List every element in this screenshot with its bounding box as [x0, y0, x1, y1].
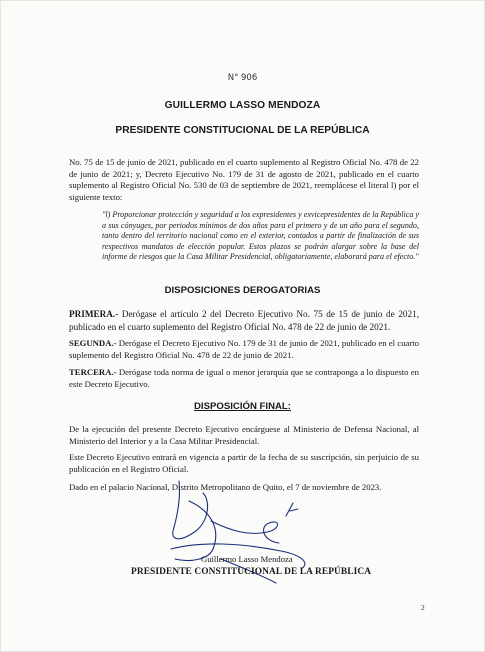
derogatory-first: [69, 308, 419, 333]
quoted-text: "l) Proporcionar protección y seguridad a los expresidentes y exvicepresidentes de la República y a sus cónyuges, por periodos mínimos de dos años para el primero y de un año para el segundo, tanto dentro del territorio nacional como en el exterior, contados a partir de finalización de sus respectivos mandatos de elección popular. Estos plazos se podrán alargar sobre la base del informe de riesgos que la Casa Militar Presidencial, obligatoriamente, elaborará para el efecto.": [102, 210, 419, 262]
final-paragraph-1: De la ejecución del presente Decreto Ejecutivo encárguese al Ministerio de Defensa Nacional, al Ministerio del Interior y a la Casa Militar Presidencial.: [69, 424, 419, 446]
decree-author: GUILLERMO LASSO MENDOZA: [164, 100, 321, 111]
derogatory-heading: DISPOSICIONES DEROGATORIAS: [164, 285, 321, 296]
final-heading: DISPOSICIÓN FINAL:: [193, 401, 291, 412]
derogatory-first-lead: PRIMERA.-: [69, 309, 119, 319]
derogatory-third-lead: TERCERA.-: [69, 367, 117, 377]
final-paragraph-2: Este Decreto Ejecutivo entrará en vigencia a partir de la fecha de su suscripción, sin perjuicio de su publicación en el Registro Oficial.: [69, 452, 419, 474]
derogatory-first-text: Derógase el artículo 2 del Decreto Ejecutivo No. 75 de 15 de junio de 2021, publicado en el cuarto suplemento del Registro Oficial No. 478 de 22 de junio de 2021.: [69, 309, 419, 332]
derogatory-third: [69, 367, 419, 390]
body-paragraph: No. 75 de 15 de junio de 2021, publicado en el cuarto suplemento al Registro Oficial No. 478 de 22 de junio de 2021; y, Decreto Ejecutivo No. 179 de 31 de agosto de 2021, publicado en el cuarto suplemento al Registro Oficial No. 530 de 03 de septiembre de 2021, reemplácese el literal l) por el siguiente texto:: [69, 157, 419, 202]
page-number: 2: [421, 603, 425, 612]
derogatory-third-text: Derógase toda norma de igual o menor jerarquía que se contraponga a lo dispuesto en este Decreto Ejecutivo.: [69, 367, 419, 389]
decree-office: PRESIDENTE CONSTITUCIONAL DE LA REPÚBLICA: [115, 125, 370, 136]
derogatory-second-lead: SEGUNDA.-: [69, 338, 117, 348]
derogatory-second-text: Derógase el Decreto Ejecutivo No. 179 de 31 de junio de 2021, publicado en el cuarto suplemento del Registro Oficial No. 478 de 22 de junio de 2021.: [69, 338, 419, 360]
final-paragraph-3: Dado en el palacio Nacional, Distrito Metropolitano de Quito, el 7 de noviembre de 2023.: [69, 482, 382, 492]
signatory-name: Guillermo Lasso Mendoza: [201, 554, 293, 564]
derogatory-second: [69, 338, 419, 361]
decree-number: N° 906: [227, 73, 258, 83]
signatory-title: PRESIDENTE CONSTITUCIONAL DE LA REPÚBLICA: [131, 567, 372, 577]
